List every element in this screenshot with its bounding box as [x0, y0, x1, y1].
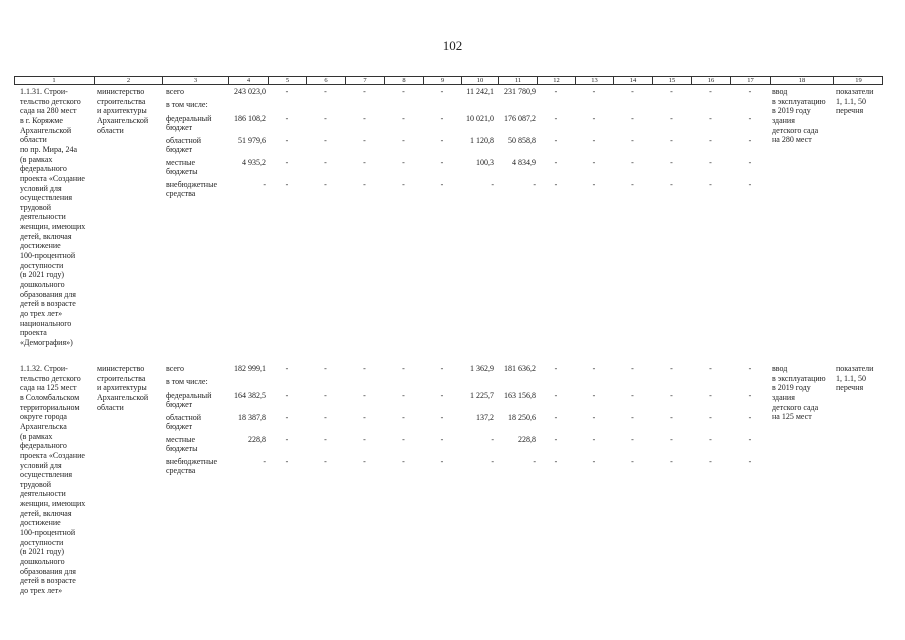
item-name-line: 1.1.32. Строи- — [20, 364, 68, 373]
dash-col-8: - — [402, 180, 405, 189]
column-header-19: 19 — [833, 76, 883, 84]
result-line: в эксплуатацию — [772, 373, 826, 383]
item-name-line: доступности — [20, 537, 64, 547]
item-name-line: проекта «Создание — [20, 173, 85, 183]
dash-col-9: - — [440, 457, 444, 466]
dash-col-15: - — [670, 180, 673, 189]
value-col-4: 18 387,8 — [238, 413, 266, 422]
executor-line: и архитектуры — [97, 106, 147, 116]
value-col-11: 228,8 — [518, 435, 536, 444]
item-name-line: осуществления — [20, 470, 73, 480]
funding-source-line: местные — [166, 435, 196, 444]
funding-source-line: бюджет — [166, 422, 193, 431]
dash-col-8: - — [402, 114, 405, 123]
item-name-line: 100-процентной — [20, 251, 76, 261]
dash-col-8: - — [402, 457, 405, 466]
dash-col-8: - — [402, 136, 405, 145]
value-col-11: 231 780,9 — [504, 87, 536, 96]
value-col-11: 50 858,8 — [508, 136, 536, 145]
dash-col-12: - — [554, 114, 558, 123]
funding-source-line: бюджет — [166, 400, 193, 409]
funding-source-line: средства — [166, 189, 196, 198]
dash-col-5: - — [285, 391, 289, 400]
executor-line: и архитектуры — [97, 383, 147, 393]
value-col-10: 1 225,7 — [470, 391, 494, 400]
executor-line: Архангельской — [97, 392, 149, 402]
item-name-line: тельство детского — [20, 373, 81, 383]
result-line: здания — [772, 392, 795, 402]
dash-col-13: - — [592, 136, 596, 145]
dash-col-6: - — [324, 391, 327, 400]
column-header-14: 14 — [613, 76, 652, 84]
dash-col-15: - — [670, 87, 673, 96]
dash-col-16: - — [709, 391, 712, 400]
dash-col-5: - — [285, 180, 289, 189]
dash-col-12: - — [554, 364, 558, 373]
dash-col-14: - — [631, 114, 634, 123]
result-line: в эксплуатацию — [772, 96, 826, 106]
value-col-11: 176 087,2 — [504, 114, 536, 123]
item-name-line: (в 2021 году) — [20, 270, 65, 280]
dash-col-8: - — [402, 413, 405, 422]
column-header-18: 18 — [770, 76, 833, 84]
dash-col-5: - — [285, 136, 289, 145]
dash-col-6: - — [324, 364, 327, 373]
dash-col-16: - — [709, 364, 712, 373]
executor-line: Архангельской — [97, 115, 149, 125]
indicator-line: показатели — [836, 87, 874, 96]
dash-col-15: - — [670, 435, 673, 444]
item-name-line: в Соломбальском — [20, 392, 80, 402]
item-name-line: (в рамках — [20, 431, 53, 441]
item-name-line: осуществления — [20, 193, 73, 203]
dash-col-13: - — [592, 87, 596, 96]
result-line: на 125 мест — [772, 412, 812, 422]
item-name-line: до трех лет» — [20, 308, 63, 318]
dash-col-9: - — [440, 391, 444, 400]
column-header-row — [14, 76, 883, 85]
dash-col-9: - — [440, 136, 444, 145]
dash-col-8: - — [402, 87, 405, 96]
dash-col-6: - — [324, 87, 327, 96]
value-col-4: - — [263, 457, 266, 466]
dash-col-15: - — [670, 457, 673, 466]
dash-col-7: - — [363, 413, 366, 422]
item-name-line: образования для — [20, 566, 76, 576]
dash-col-16: - — [709, 457, 712, 466]
dash-col-12: - — [554, 136, 558, 145]
funding-source-line: бюджеты — [166, 444, 198, 453]
value-col-10: - — [491, 457, 494, 466]
dash-col-9: - — [440, 413, 444, 422]
item-name-line: деятельности — [20, 212, 66, 222]
dash-col-13: - — [592, 364, 596, 373]
result-line: на 280 мест — [772, 135, 812, 145]
dash-col-17: - — [748, 413, 752, 422]
dash-col-12: - — [554, 158, 558, 167]
dash-col-15: - — [670, 158, 673, 167]
column-header-12: 12 — [537, 76, 575, 84]
dash-col-12: - — [554, 391, 558, 400]
dash-col-17: - — [748, 136, 752, 145]
funding-source-line: областной — [166, 413, 202, 422]
dash-col-14: - — [631, 87, 634, 96]
column-header-9: 9 — [423, 76, 461, 84]
value-col-10: 100,3 — [476, 158, 494, 167]
item-name-line: дошкольного — [20, 280, 65, 289]
dash-col-17: - — [748, 114, 752, 123]
value-col-11: 163 156,8 — [504, 391, 536, 400]
dash-col-7: - — [363, 158, 366, 167]
funding-source-line: бюджеты — [166, 167, 198, 176]
item-name-line: в г. Коряжме — [20, 115, 63, 125]
value-col-4: - — [263, 180, 266, 189]
dash-col-6: - — [324, 158, 327, 167]
column-header-11: 11 — [498, 76, 537, 84]
column-header-17: 17 — [730, 76, 770, 84]
dash-col-14: - — [631, 364, 634, 373]
dash-col-5: - — [285, 158, 289, 167]
indicator-line: 1, 1.1, 50 — [836, 96, 866, 106]
dash-col-7: - — [363, 136, 366, 145]
value-col-10: 10 021,0 — [466, 114, 494, 123]
executor-line: министерство — [97, 364, 145, 373]
item-name-line: условий для — [20, 460, 62, 470]
dash-col-9: - — [440, 114, 444, 123]
column-header-6: 6 — [306, 76, 345, 84]
dash-col-8: - — [402, 435, 405, 444]
funding-source-line: внебюджетные — [166, 180, 217, 189]
item-name-line: 100-процентной — [20, 528, 76, 538]
dash-col-12: - — [554, 87, 558, 96]
value-col-11: 4 834,9 — [512, 158, 536, 167]
value-col-10: 11 242,1 — [466, 87, 494, 96]
value-col-10: 137,2 — [476, 413, 494, 422]
value-col-4: 182 999,1 — [234, 364, 266, 373]
dash-col-14: - — [631, 435, 634, 444]
result-line: ввод — [772, 87, 788, 96]
dash-col-17: - — [748, 158, 752, 167]
item-name-line: женщин, имеющих — [20, 222, 86, 232]
item-name-line: национального — [20, 318, 72, 328]
item-name-line: федерального — [20, 441, 67, 451]
item-name-line: сада на 125 мест — [20, 383, 77, 393]
dash-col-6: - — [324, 114, 327, 123]
page-number: 102 — [442, 38, 463, 53]
value-col-11: 18 250,6 — [508, 413, 536, 422]
item-name-line: женщин, имеющих — [20, 499, 86, 509]
item-name-line: Архангельской — [20, 125, 72, 135]
item-name-line: округе города — [20, 412, 67, 422]
column-header-4: 4 — [228, 76, 268, 84]
dash-col-7: - — [363, 435, 366, 444]
value-col-10: - — [491, 435, 494, 444]
item-name-line: трудовой — [20, 202, 52, 212]
item-name-line: образования для — [20, 289, 76, 299]
value-col-4: 243 023,0 — [234, 87, 266, 96]
column-header-15: 15 — [652, 76, 691, 84]
dash-col-12: - — [554, 413, 558, 422]
executor-line: строительства — [97, 373, 146, 383]
item-name-line: достижение — [20, 518, 61, 528]
dash-col-17: - — [748, 457, 752, 466]
dash-col-15: - — [670, 391, 673, 400]
item-name-line: области — [20, 135, 47, 145]
dash-col-7: - — [363, 114, 366, 123]
item-name-line: до трех лет» — [20, 585, 63, 595]
value-col-11: 181 636,2 — [504, 364, 536, 373]
dash-col-9: - — [440, 180, 444, 189]
value-col-11: - — [533, 180, 536, 189]
item-name-line: детей, включая — [20, 231, 72, 241]
dash-col-8: - — [402, 364, 405, 373]
dash-col-14: - — [631, 391, 634, 400]
indicator-line: перечня — [836, 383, 864, 393]
dash-col-15: - — [670, 114, 673, 123]
dash-col-13: - — [592, 180, 596, 189]
dash-col-6: - — [324, 413, 327, 422]
funding-source-line: всего — [166, 364, 185, 373]
dash-col-9: - — [440, 158, 444, 167]
dash-col-14: - — [631, 413, 634, 422]
dash-col-7: - — [363, 180, 366, 189]
dash-col-8: - — [402, 158, 405, 167]
indicator-line: показатели — [836, 364, 874, 373]
dash-col-16: - — [709, 180, 712, 189]
dash-col-13: - — [592, 158, 596, 167]
item-name-line: проекта — [20, 328, 47, 338]
dash-col-7: - — [363, 87, 366, 96]
dash-col-16: - — [709, 158, 712, 167]
executor-line: области — [97, 402, 124, 412]
column-header-2: 2 — [94, 76, 162, 84]
item-name-line: дошкольного — [20, 557, 65, 566]
dash-col-16: - — [709, 136, 712, 145]
value-col-4: 4 935,2 — [242, 158, 266, 167]
dash-col-14: - — [631, 457, 634, 466]
column-header-10: 10 — [461, 76, 498, 84]
dash-col-14: - — [631, 158, 634, 167]
dash-col-5: - — [285, 457, 289, 466]
item-name-line: трудовой — [20, 479, 52, 489]
dash-col-17: - — [748, 364, 752, 373]
item-name-line: деятельности — [20, 489, 66, 499]
indicator-line: 1, 1.1, 50 — [836, 373, 866, 383]
dash-col-17: - — [748, 435, 752, 444]
result-line: в 2019 году — [772, 383, 811, 393]
result-line: детского сада — [772, 402, 819, 412]
dash-col-15: - — [670, 364, 673, 373]
dash-col-12: - — [554, 435, 558, 444]
column-header-7: 7 — [345, 76, 384, 84]
value-col-4: 164 382,5 — [234, 391, 266, 400]
value-col-10: - — [491, 180, 494, 189]
dash-col-5: - — [285, 413, 289, 422]
funding-source-line: федеральный — [166, 114, 212, 123]
dash-col-16: - — [709, 114, 712, 123]
value-col-10: 1 120,8 — [470, 136, 494, 145]
dash-col-5: - — [285, 435, 289, 444]
dash-col-17: - — [748, 180, 752, 189]
item-name-line: федерального — [20, 164, 67, 174]
item-name-line: 1.1.31. Строи- — [20, 87, 68, 96]
dash-col-9: - — [440, 364, 444, 373]
dash-col-16: - — [709, 87, 712, 96]
column-header-13: 13 — [575, 76, 613, 84]
funding-source-line: в том числе: — [166, 100, 208, 109]
result-line: ввод — [772, 364, 788, 373]
dash-col-13: - — [592, 413, 596, 422]
dash-col-16: - — [709, 435, 712, 444]
dash-col-5: - — [285, 114, 289, 123]
dash-col-14: - — [631, 136, 634, 145]
dash-col-17: - — [748, 87, 752, 96]
item-name-line: территориальном — [20, 402, 80, 412]
item-name-line: условий для — [20, 183, 62, 193]
result-line: здания — [772, 115, 795, 125]
executor-line: строительства — [97, 96, 146, 106]
dash-col-6: - — [324, 457, 327, 466]
executor-line: министерство — [97, 87, 145, 96]
item-name-line: детей в возрасте — [20, 576, 76, 586]
item-name-line: тельство детского — [20, 96, 81, 106]
dash-col-7: - — [363, 457, 366, 466]
funding-source-line: всего — [166, 87, 185, 96]
dash-col-5: - — [285, 87, 289, 96]
item-name-line: достижение — [20, 241, 61, 251]
funding-source-line: бюджет — [166, 123, 193, 132]
dash-col-13: - — [592, 457, 596, 466]
item-name-line: сада на 280 мест — [20, 106, 77, 116]
column-header-8: 8 — [384, 76, 423, 84]
value-col-4: 51 979,6 — [238, 136, 266, 145]
dash-col-13: - — [592, 391, 596, 400]
funding-source-line: бюджет — [166, 145, 193, 154]
column-header-1: 1 — [52, 77, 56, 84]
item-name-line: (в 2021 году) — [20, 547, 65, 557]
dash-col-13: - — [592, 435, 596, 444]
column-header-3: 3 — [162, 76, 228, 84]
item-name-line: (в рамках — [20, 154, 53, 164]
funding-source-line: местные — [166, 158, 196, 167]
funding-source-line: федеральный — [166, 391, 212, 400]
dash-col-8: - — [402, 391, 405, 400]
funding-source-line: областной — [166, 136, 202, 145]
dash-col-12: - — [554, 180, 558, 189]
value-col-4: 228,8 — [248, 435, 266, 444]
funding-source-line: в том числе: — [166, 377, 208, 386]
result-line: в 2019 году — [772, 106, 811, 116]
item-name-line: детей, включая — [20, 508, 72, 518]
item-name-line: по пр. Мира, 24а — [20, 144, 78, 154]
item-name-line: доступности — [20, 260, 64, 270]
dash-col-6: - — [324, 180, 327, 189]
dash-col-15: - — [670, 136, 673, 145]
funding-source-line: средства — [166, 466, 196, 475]
result-line: детского сада — [772, 125, 819, 135]
dash-col-7: - — [363, 391, 366, 400]
item-name-line: проекта «Создание — [20, 450, 85, 460]
dash-col-6: - — [324, 435, 327, 444]
item-name-line: Архангельска — [20, 421, 67, 431]
dash-col-14: - — [631, 180, 634, 189]
value-col-11: - — [533, 457, 536, 466]
value-col-4: 186 108,2 — [234, 114, 266, 123]
dash-col-5: - — [285, 364, 289, 373]
executor-line: области — [97, 125, 124, 135]
dash-col-15: - — [670, 413, 673, 422]
dash-col-9: - — [440, 87, 444, 96]
funding-source-line: внебюджетные — [166, 457, 217, 466]
item-name-line: детей в возрасте — [20, 299, 76, 309]
value-col-10: 1 362,9 — [470, 364, 494, 373]
dash-col-9: - — [440, 435, 444, 444]
dash-col-13: - — [592, 114, 596, 123]
column-header-16: 16 — [691, 76, 730, 84]
item-name-line: «Демография») — [20, 337, 73, 347]
column-header-5: 5 — [268, 76, 306, 84]
dash-col-16: - — [709, 413, 712, 422]
dash-col-12: - — [554, 457, 558, 466]
dash-col-17: - — [748, 391, 752, 400]
dash-col-6: - — [324, 136, 327, 145]
dash-col-7: - — [363, 364, 366, 373]
indicator-line: перечня — [836, 106, 864, 116]
